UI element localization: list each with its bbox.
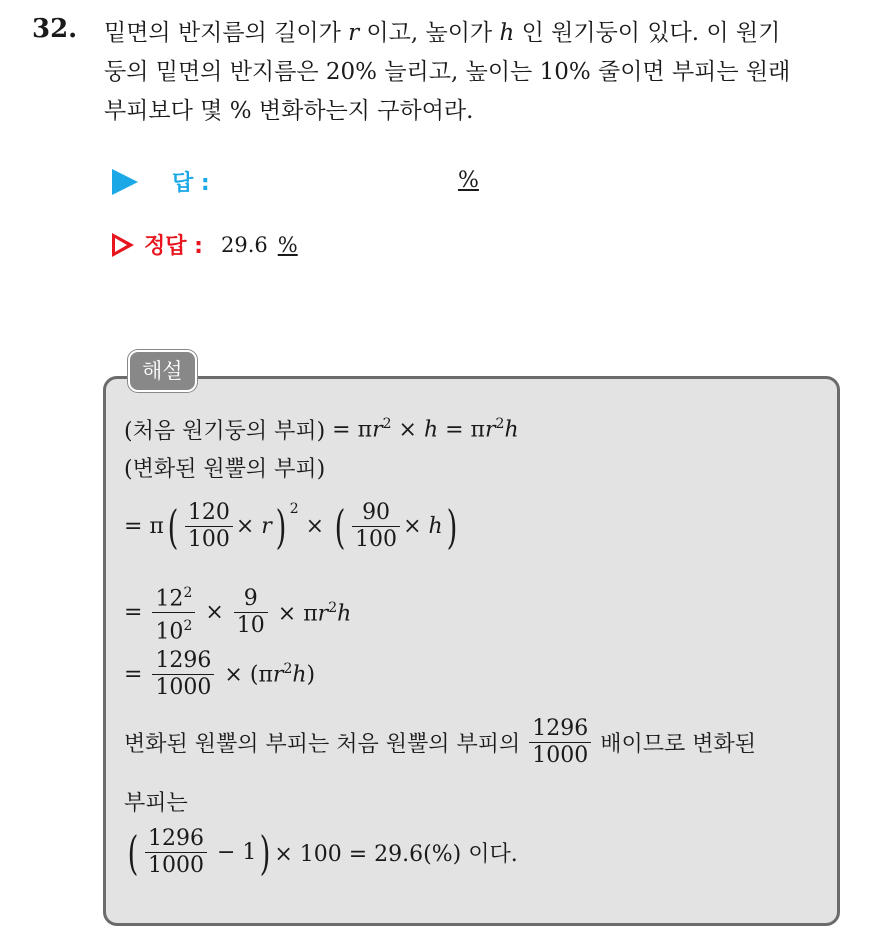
answer-label: 답 : — [172, 171, 210, 196]
solution-line-2: (변화된 원뿔의 부피) — [124, 457, 326, 482]
solution-line-4: = $\frac{12^2}{10^2}$ × $\frac{9}{10}$ × $\pi r^2h$ — [124, 585, 352, 645]
solution-line-3: = π ( $\frac{120}{100}$ × r ) $^2$ × ( $\frac{90}{100}$ × h ) — [124, 499, 458, 554]
solution-tab: 해설 — [128, 350, 197, 392]
solution-line-7: 부피는 — [124, 791, 188, 816]
correct-value: 29.6 — [220, 232, 268, 257]
outline-play-icon — [112, 233, 134, 257]
question-line-2: 둥의 밑면의 반지름은 20% 늘리고, 높이는 10% 줄이면 부피는 원래 — [104, 59, 791, 85]
question-line-3: 부피보다 몇 % 변화하는지 구하여라. — [104, 98, 474, 124]
solution-line-8: ( $\frac{1296}{1000}$ − 1 ) × 100 = 29.6(%) 이다. — [127, 825, 518, 880]
correct-answer-row — [112, 229, 298, 260]
correct-unit: % — [277, 232, 298, 257]
solution-line-6: 변화된 원뿔의 부피는 처음 원뿔의 부피의 $\frac{1296}{1000}$ 배이므로 변화된 — [124, 716, 757, 768]
question-number: 32. — [32, 14, 78, 44]
solution-line-5: = $\frac{1296}{1000}$ × $(\pi r^2h)$ — [124, 648, 316, 700]
solution-line-1: (처음 원기둥의 부피) = $\pi r^2 \times h = \pi r^2h$ — [124, 416, 519, 444]
play-icon — [112, 169, 138, 195]
answer-row[interactable] — [112, 166, 479, 197]
correct-label: 정답 : — [144, 234, 203, 259]
answer-unit: % — [458, 168, 479, 193]
question-line-1: 밑면의 반지름의 길이가 r 이고, 높이가 h 인 원기둥이 있다. 이 원기 — [104, 20, 781, 46]
